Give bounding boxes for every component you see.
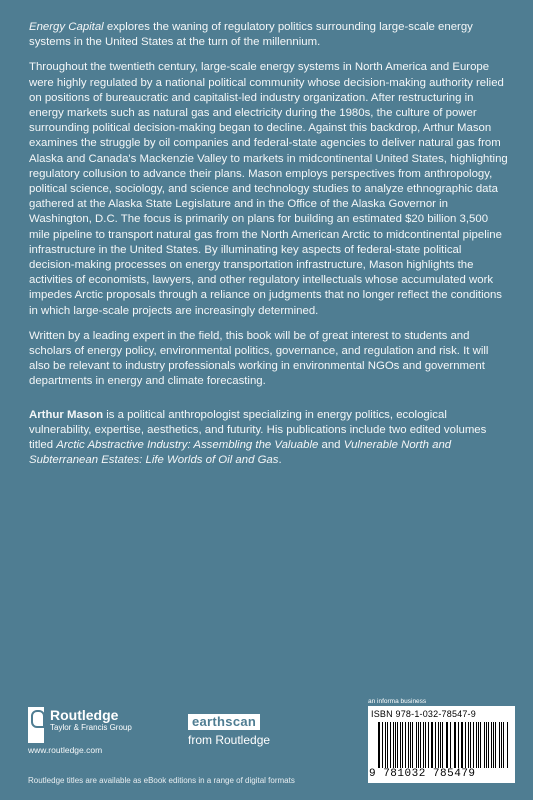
audience-paragraph: Written by a leading expert in the field, this book will be of great interest to students and scholars of energy policy, environmental politics, governance, and regulation and risk. It will also be relevant to industry professionals working in environmental NGOs and government departments in energy and climate forecasting. [29,329,489,388]
barcode-bar [400,722,401,768]
barcode-bar [468,722,469,768]
barcode-area [368,698,515,783]
publisher-url: www.routledge.com [28,745,103,755]
routledge-logo [28,707,132,743]
barcode-bar [402,722,403,768]
barcode-bar [450,722,451,768]
barcode-bar [455,722,456,768]
description-paragraph: Throughout the twentieth century, large-scale energy systems in North America and Europe were highly regulated by a national political community whose decision-making authority relied on positions of bureaucratic and capitalist-led industry organization. After restructuring in energy markets such as natural gas and electricity during the 1980s, the culture of power surrounding political decision-making began to decline. Against this backdrop, Arthur Mason examines the struggle by oil companies and federal-state agencies to deliver natural gas from Alaska and Canada's Mackenzie Valley to markets in midcontinental United States, highlighting regulatory collusion to advance their plans. Mason employs perspectives from anthropology, political science, sociology, and science and technology studies to analyze ethnographic data gathered at the Alaska State Legislature and in the Office of the Alaska Governor in Washington, D.C. The focus is primarily on plans for building an estimated $20 billion 3,500 mile pipeline to transport natural gas from the North American Arctic to midcontinental pipeline infrastructure in the United States. By illuminating key aspects of federal-state political decision-making processes on energy transportation infrastructure, Mason highlights the activities of economists, lawyers, and other regulatory intellectuals whose accumulated work impedes Arctic proposals through a reliance on judgments that no longer reflect the conditions in which large-scale projects are increasingly determined. [29,61,508,317]
barcode-bar [476,722,477,768]
barcode-bar [379,722,380,768]
imprint-from: from Routledge [188,733,271,747]
barcode-bar [423,722,424,768]
intro-paragraph: Energy Capital explores the waning of regulatory politics surrounding large-scale energy systems in the United States at the turn of the millennium. [29,21,473,49]
publisher-sub: Taylor & Francis Group [50,723,132,732]
barcode-bar [432,722,433,768]
barcode-bar [410,722,411,768]
barcode-bar [438,722,439,768]
barcode-bar [480,722,481,768]
barcode-bar [425,722,426,768]
barcode-bar [501,722,502,768]
barcode-bar [387,722,388,768]
informa-label: an informa business [368,698,427,705]
barcode-bar [446,722,447,768]
barcode-bar [499,722,500,768]
barcode-bar [484,722,485,768]
barcode-bar [416,722,417,768]
back-cover-text [29,20,509,478]
barcode-digits: 9 781032 785479 [369,768,476,780]
earthscan-wordmark: earthscan [188,714,260,730]
barcode-bar [491,722,492,768]
barcode-bar [393,722,394,768]
barcode-bars [378,722,508,768]
author-bio: Arthur Mason is a political anthropologist specializing in energy politics, ecological vulnerability, expertise, aesthetics, and futurity. His publications include two edited volumes titled Arctic Abstractive Industry: Assembling the Valuable and Vulnerable North and Subterranean Estates: Life Worlds of Oil and Gas. [29,408,487,467]
routledge-r-icon [28,707,44,743]
isbn-barcode [368,706,515,783]
ebook-footnote: Routledge titles are available as eBook editions in a range of digital formats [28,776,295,785]
book-title: Energy Capital [29,21,104,33]
earthscan-logo [188,713,270,747]
author-name: Arthur Mason [29,408,104,421]
publisher-brand: Routledge [50,707,119,723]
isbn-text: ISBN 978-1-032-78547-9 [371,709,476,719]
barcode-bar [462,722,463,768]
